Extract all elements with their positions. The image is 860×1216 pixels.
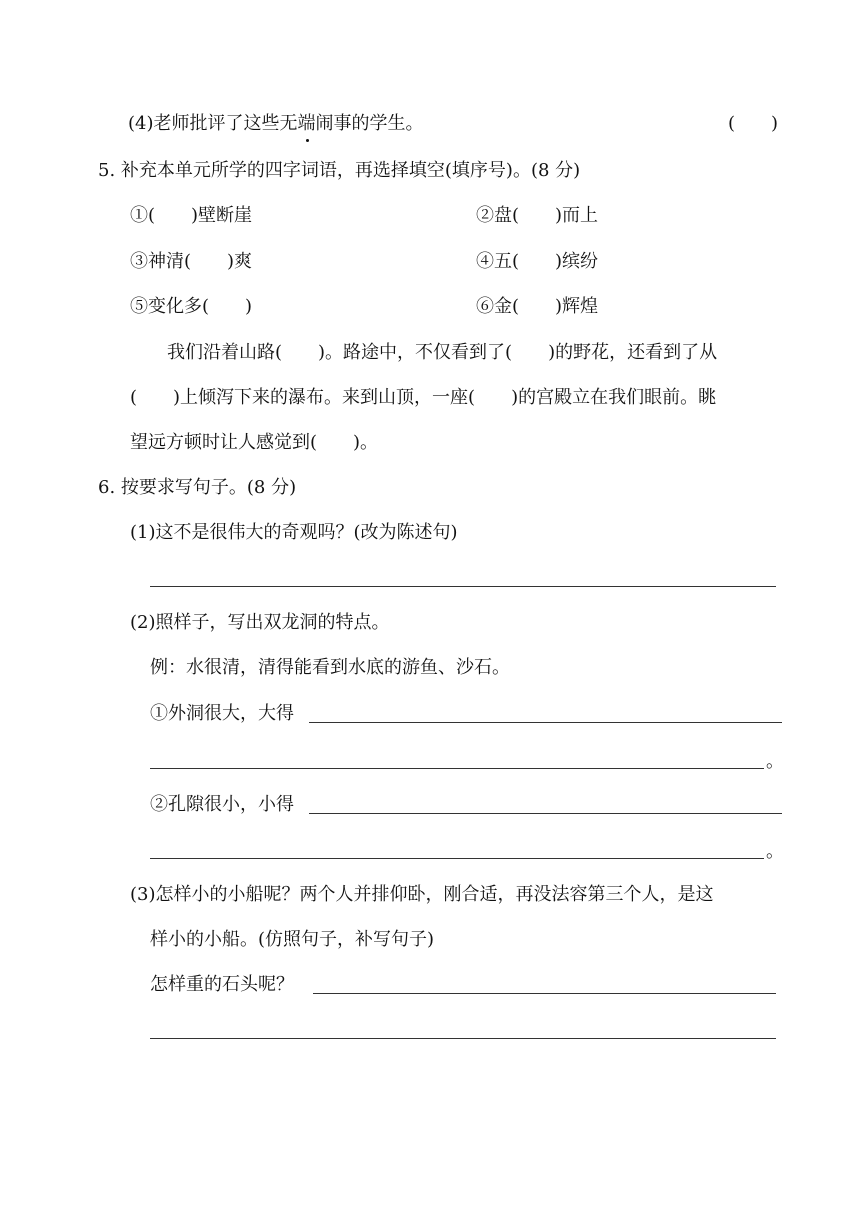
q6-item1-answer-line-a[interactable]	[309, 722, 782, 723]
q5-title: 5. 补充本单元所学的四字词语，再选择填空(填序号)。(8 分)	[98, 160, 581, 181]
q6-sub3-line2: 样小的小船。(仿照句子，补写句子)	[150, 929, 435, 950]
q5-passage-line-1: 我们沿着山路( )。路途中，不仅看到了( )的野花，还看到了从	[167, 342, 718, 363]
q5-item-3: ③神清( )爽	[130, 251, 253, 272]
q6-item1-period: 。	[766, 751, 784, 772]
q6-sub3-answer-line-a[interactable]	[313, 993, 776, 994]
q6-sub1-answer-line[interactable]	[150, 586, 776, 587]
q6-item2: ②孔隙很小，小得	[150, 794, 294, 815]
q6-item2-period: 。	[766, 841, 784, 862]
q6-item1-answer-line-b[interactable]	[150, 768, 764, 769]
q5-passage-line-2: ( )上倾泻下来的瀑布。来到山顶，一座( )的宫殿立在我们眼前。眺	[130, 387, 717, 408]
q6-sub3-prompt: 怎样重的石头呢？	[150, 974, 294, 995]
q6-item2-answer-line-b[interactable]	[150, 858, 764, 859]
q4-item4	[128, 112, 424, 136]
q5-passage-line-3: 望远方顿时让人感觉到( )。	[130, 432, 379, 453]
q6-sub3-answer-line-b[interactable]	[150, 1038, 776, 1039]
q5-item-6: ⑥金( )辉煌	[476, 296, 599, 317]
q4-item4-text-b: 闹事的学生。	[315, 113, 424, 134]
q6-sub1: (1)这不是很伟大的奇观吗？(改为陈述句)	[130, 522, 458, 543]
q5-item-2: ②盘( )而上	[476, 205, 599, 226]
q6-sub2: (2)照样子，写出双龙洞的特点。	[130, 612, 390, 633]
q4-item4-text-a: (4)老师批评了这些无	[128, 113, 298, 134]
q6-title: 6. 按要求写句子。(8 分)	[98, 477, 297, 498]
q6-item1: ①外洞很大，大得	[150, 703, 294, 724]
q5-item-4: ④五( )缤纷	[476, 251, 599, 272]
q5-item-5: ⑤变化多( )	[130, 296, 253, 317]
q6-sub3-line1: (3)怎样小的小船呢？两个人并排仰卧，刚合适，再没法容第三个人，是这	[130, 884, 714, 905]
q6-item2-answer-line-a[interactable]	[309, 813, 782, 814]
q6-example: 例：水很清，清得能看到水底的游鱼、沙石。	[150, 657, 510, 678]
q4-item4-dotted-char: 端	[297, 113, 316, 134]
q5-item-1: ①( )壁断崖	[130, 205, 253, 226]
q4-item4-answer-paren[interactable]: ( )	[728, 113, 779, 134]
